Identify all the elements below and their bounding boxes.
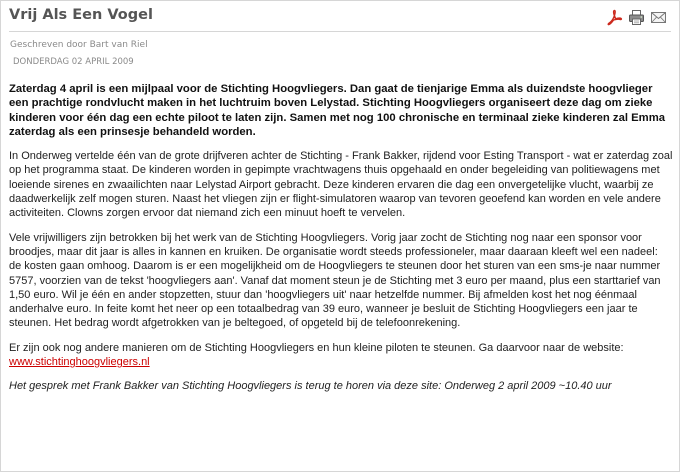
closing-note: Het gesprek met Frank Bakker van Stichting Hoogvliegers is terug te horen via deze site: Onderweg 2 april 2009 ~10.40 uur	[9, 380, 612, 393]
pdf-icon[interactable]	[606, 9, 623, 26]
lead-paragraph: Zaterdag 4 april is een mijlpaal voor de Stichting Hoogvliegers. Dan gaat de tienjarige Emma als duizendste hoogvlieger een prachtige rondvlucht maken in het luchtruim boven Lelystad. Stichting Hoogvliegers organiseert deze dag om zieke kinderen voor één dag een echte piloot te laten zijn. Samen met nog 100 chronische en terminaal zieke kinderen zal Emma zaterdag als een prinsesje behandeld worden.	[9, 83, 666, 138]
body-paragraph-3	[9, 341, 673, 370]
print-icon[interactable]	[628, 9, 645, 26]
article-header	[9, 5, 671, 32]
article-body	[9, 82, 673, 404]
website-intro: Er zijn ook nog andere manieren om de Stichting Hoogvliegers en hun kleine piloten te steunen. Ga daarvoor naar de website:	[9, 341, 624, 354]
body-paragraph-2: Vele vrijwilligers zijn betrokken bij het werk van de Stichting Hoogvliegers. Vorig jaar zocht de Stichting nog naar een sponsor voor broodjes, maar dit jaar is alles in kannen en kruiken. De organisatie wordt steeds professioneler, maar daaraan kleeft wel een nadeel: de kosten gaan omhoog. Daarom is er een mogelijkheid om de Hoogvliegers te steunen door het sturen van een sms-je naar nummer 5757, voorzien van de tekst 'hoogvliegers aan'. Vanaf dat moment steun je de Stichting met 3 euro per maand, plus een starttarief van 1,50 euro. Wil je één en ander stopzetten, stuur dan 'hoogvliegers uit' naar hetzelfde nummer. Bij afmelden kost het nog éénmaal anderhalve euro. In feite komt het neer op een totaalbedrag van 39 euro, wanneer je besluit de Stichting Hoogvliegers een jaar te steunen. Het bedrag wordt afgetrokken van je beltegoed, of opgeteld bij de telefoonrekening.	[9, 231, 661, 330]
website-link[interactable]: www.stichtinghoogvliegers.nl	[9, 356, 150, 369]
author-line: Geschreven door Bart van Riel	[10, 40, 148, 50]
article-title: Vrij Als Een Vogel	[9, 7, 153, 23]
email-icon[interactable]	[650, 9, 667, 26]
article-tools	[606, 9, 667, 27]
body-paragraph-1: In Onderweg vertelde één van de grote drijfveren achter de Stichting - Frank Bakker, rijdend voor Esting Transport - wat er zaterdag zoal op het programma staat. De kinderen worden in gepimpte vrachtwagens thuis opgehaald en onder begeleiding van politiewagens met loeiende sirenes en zwaailichten naar Lelystad Airport gebracht. Deze kinderen ervaren die dag een onvergetelijke vlucht, waarbij ze daadwerkelijk zelf mogen sturen. Naast het vliegen zijn er flight-simulatoren waarop van tevoren geoefend kan worden en vele andere activiteiten. Clowns zorgen ervoor dat niemand zich een minuut hoeft te vervelen.	[9, 150, 673, 220]
publish-date: DONDERDAG 02 APRIL 2009	[13, 57, 134, 67]
